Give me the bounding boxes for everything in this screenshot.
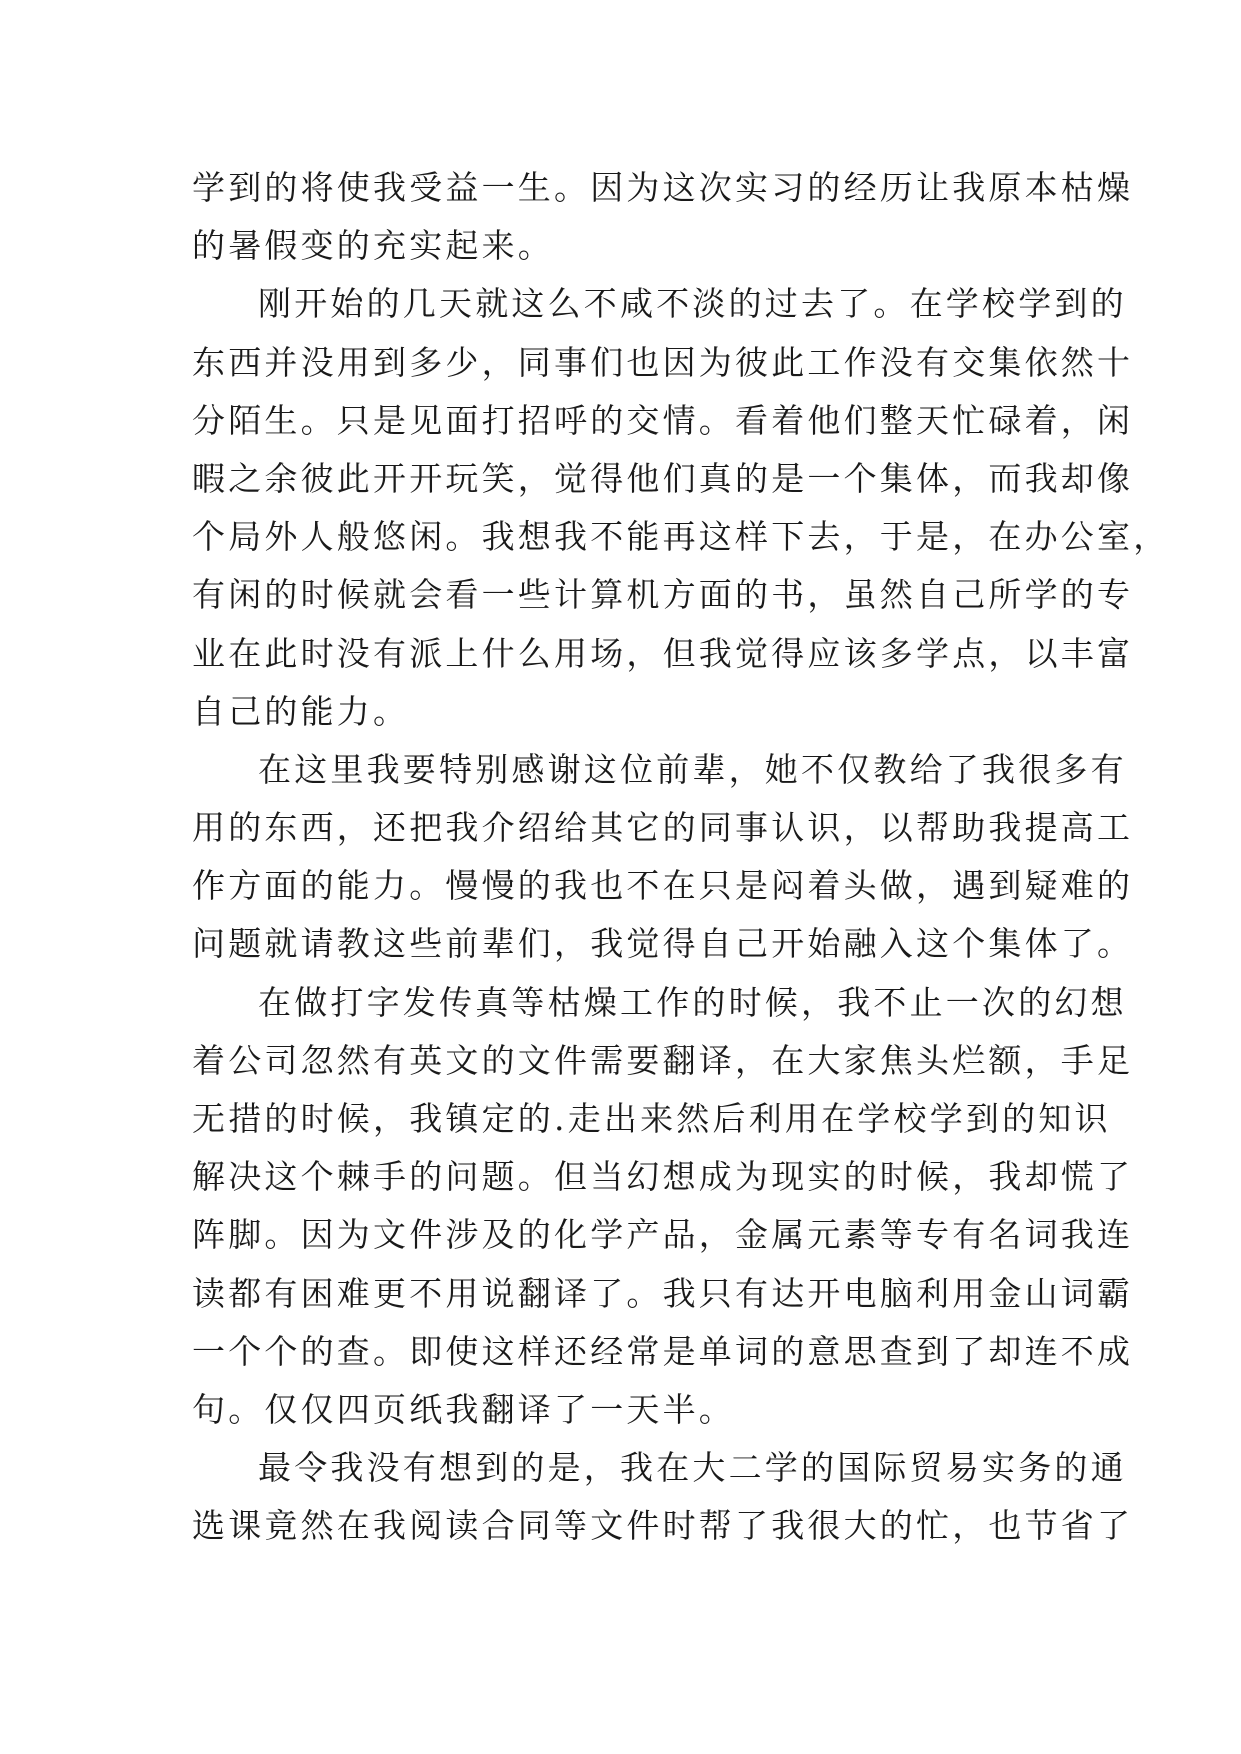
paragraph-start-line: 在做打字发传真等枯燥工作的时候，我不止一次的幻想 [258, 982, 1127, 1022]
text-line: 阵脚。因为文件涉及的化学产品，金属元素等专有名词我连 [192, 1215, 1134, 1255]
text-line: 有闲的时候就会看一些计算机方面的书，虽然自己所学的专 [192, 575, 1134, 615]
text-line: 作方面的能力。慢慢的我也不在只是闷着头做，遇到疑难的 [192, 866, 1134, 906]
text-line: 的暑假变的充实起来。 [192, 226, 554, 266]
text-line: 问题就请教这些前辈们，我觉得自己开始融入这个集体了。 [192, 924, 1134, 964]
text-line: 个局外人般悠闲。我想我不能再这样下去，于是，在办公室， [192, 517, 1170, 557]
paragraph-start-line: 最令我没有想到的是，我在大二学的国际贸易实务的通 [258, 1448, 1127, 1488]
text-line: 解决这个棘手的问题。但当幻想成为现实的时候，我却慌了 [192, 1157, 1134, 1197]
text-line: 暇之余彼此开开玩笑，觉得他们真的是一个集体，而我却像 [192, 458, 1134, 498]
text-line: 用的东西，还把我介绍给其它的同事认识，以帮助我提高工 [192, 808, 1134, 848]
body-text [192, 159, 1170, 1556]
text-line: 东西并没用到多少，同事们也因为彼此工作没有交集依然十 [192, 342, 1134, 382]
text-line: 一个个的查。即使这样还经常是单词的意思查到了却连不成 [192, 1331, 1134, 1371]
text-line: 读都有困难更不用说翻译了。我只有达开电脑利用金山词霸 [192, 1273, 1134, 1313]
text-line: 学到的将使我受益一生。因为这次实习的经历让我原本枯燥 [192, 168, 1134, 207]
text-line: 句。仅仅四页纸我翻译了一天半。 [192, 1389, 735, 1429]
text-line: 无措的时候，我镇定的.走出来然后利用在学校学到的知识 [192, 1099, 1111, 1138]
text-line: 自己的能力。 [192, 691, 410, 731]
text-line: 着公司忽然有英文的文件需要翻译，在大家焦头烂额，手足 [192, 1040, 1134, 1080]
text-line: 分陌生。只是见面打招呼的交情。看着他们整天忙碌着，闲 [192, 400, 1134, 440]
paragraph-start-line: 在这里我要特别感谢这位前辈，她不仅教给了我很多有 [258, 749, 1127, 789]
text-line: 业在此时没有派上什么用场，但我觉得应该多学点，以丰富 [192, 633, 1134, 673]
text-line: 选课竟然在我阅读合同等文件时帮了我很大的忙，也节省了 [192, 1506, 1134, 1546]
paragraph-start-line: 刚开始的几天就这么不咸不淡的过去了。在学校学到的 [258, 284, 1127, 324]
